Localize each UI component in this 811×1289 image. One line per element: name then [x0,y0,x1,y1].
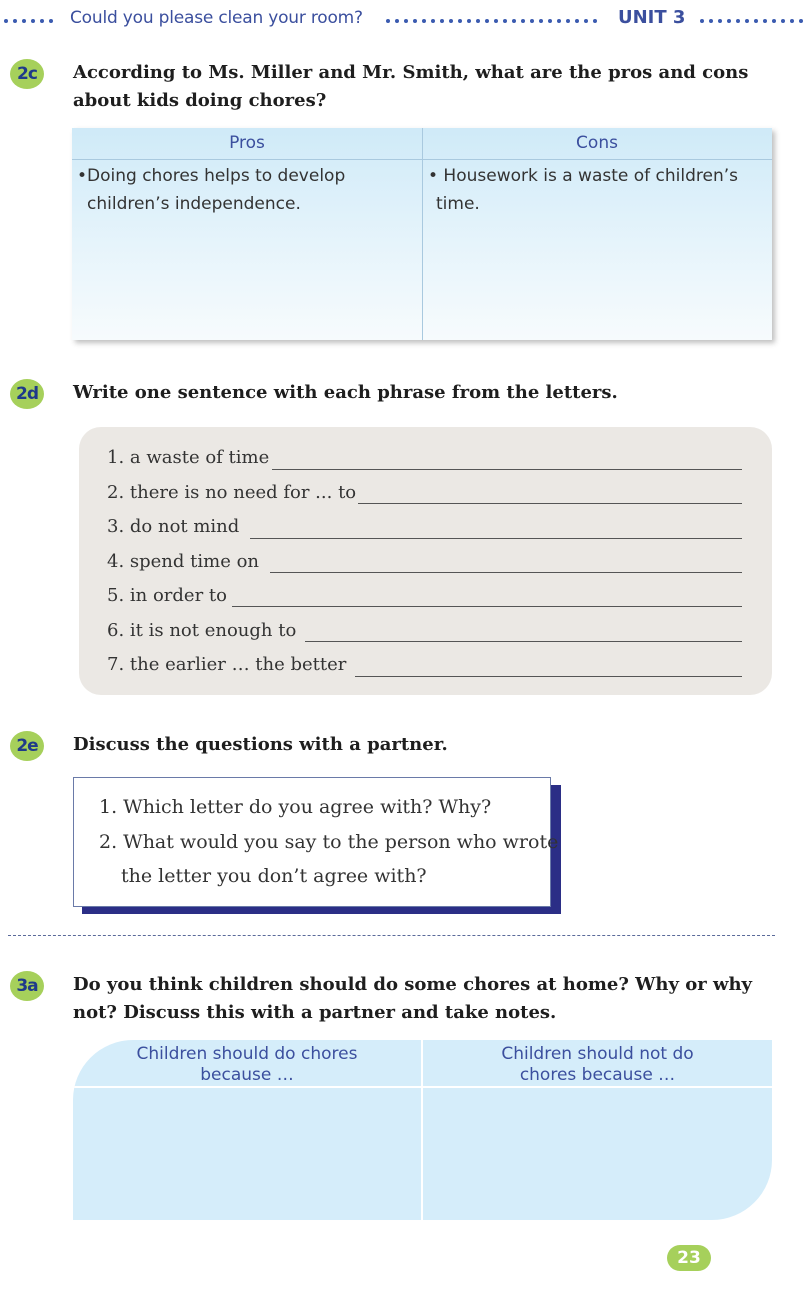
page-number: 23 [667,1245,711,1271]
discussion-question-2: 2. What would you say to the person who wrote [99,831,559,853]
notes-col1-header-line1: Children should do chores [136,1044,358,1064]
header-title: Could you please clean your room? [70,8,363,28]
header-dots-left [4,10,53,32]
question-2e: Discuss the questions with a partner. [73,734,448,755]
notes-col2-header [423,1044,772,1086]
notes-col1-area[interactable] [73,1088,421,1220]
header-dots-middle [386,10,597,32]
pros-line2: children’s independence. [87,194,301,214]
question-2c-line2: about kids doing chores? [73,90,327,111]
discussion-question-2-cont: the letter you don’t agree with? [121,865,427,887]
cons-cell[interactable] [428,162,738,218]
phrase-item-7: 7. the earlier … the better [107,654,347,675]
pros-cons-table [72,128,772,340]
question-2c-line1: According to Ms. Miller and Mr. Smith, what are the pros and cons [73,62,749,83]
column-divider [422,128,423,340]
notes-table [73,1040,772,1220]
question-3a [73,971,752,1027]
answer-line-7[interactable] [355,676,742,677]
phrase-item-5: 5. in order to [107,585,227,606]
phrase-item-3: 3. do not mind [107,516,240,537]
pros-cell[interactable] [77,162,345,218]
answer-line-5[interactable] [232,606,742,607]
exercise-badge-2c: 2c [10,59,44,89]
exercise-badge-2e: 2e [10,731,44,761]
question-2d: Write one sentence with each phrase from the letters. [73,382,618,403]
notes-col2-header-line1: Children should not do [501,1044,694,1064]
question-2c [73,59,748,115]
phrase-item-4: 4. spend time on [107,551,260,572]
notes-col2-header-line2: chores because … [519,1065,676,1085]
header-dots-right [700,10,803,32]
phrase-item-2: 2. there is no need for ... to [107,482,357,503]
header-unit: UNIT 3 [618,7,686,28]
question-3a-line2: not? Discuss this with a partner and take notes. [73,1002,557,1023]
answer-line-4[interactable] [270,572,742,573]
pros-header: Pros [229,133,265,153]
answer-line-3[interactable] [250,538,742,539]
phrase-item-1: 1. a waste of time [107,447,270,468]
answer-line-6[interactable] [305,641,742,642]
pros-line1: •Doing chores helps to develop [77,166,346,186]
phrase-item-6: 6. it is not enough to [107,620,297,641]
cons-header: Cons [576,133,618,153]
discussion-question-1: 1. Which letter do you agree with? Why? [99,796,492,818]
question-3a-line1: Do you think children should do some chores at home? Why or why [73,974,752,995]
notes-col2-area[interactable] [423,1088,772,1220]
cons-line1: • Housework is a waste of children’s [428,166,739,186]
exercise-badge-3a: 3a [10,971,44,1001]
answer-line-1[interactable] [272,469,742,470]
cons-line2: time. [436,194,480,214]
notes-col1-header-line2: because … [200,1065,294,1085]
exercise-badge-2d: 2d [10,379,44,409]
section-divider [8,935,775,936]
answer-line-2[interactable] [358,503,742,504]
notes-col1-header [73,1044,421,1086]
